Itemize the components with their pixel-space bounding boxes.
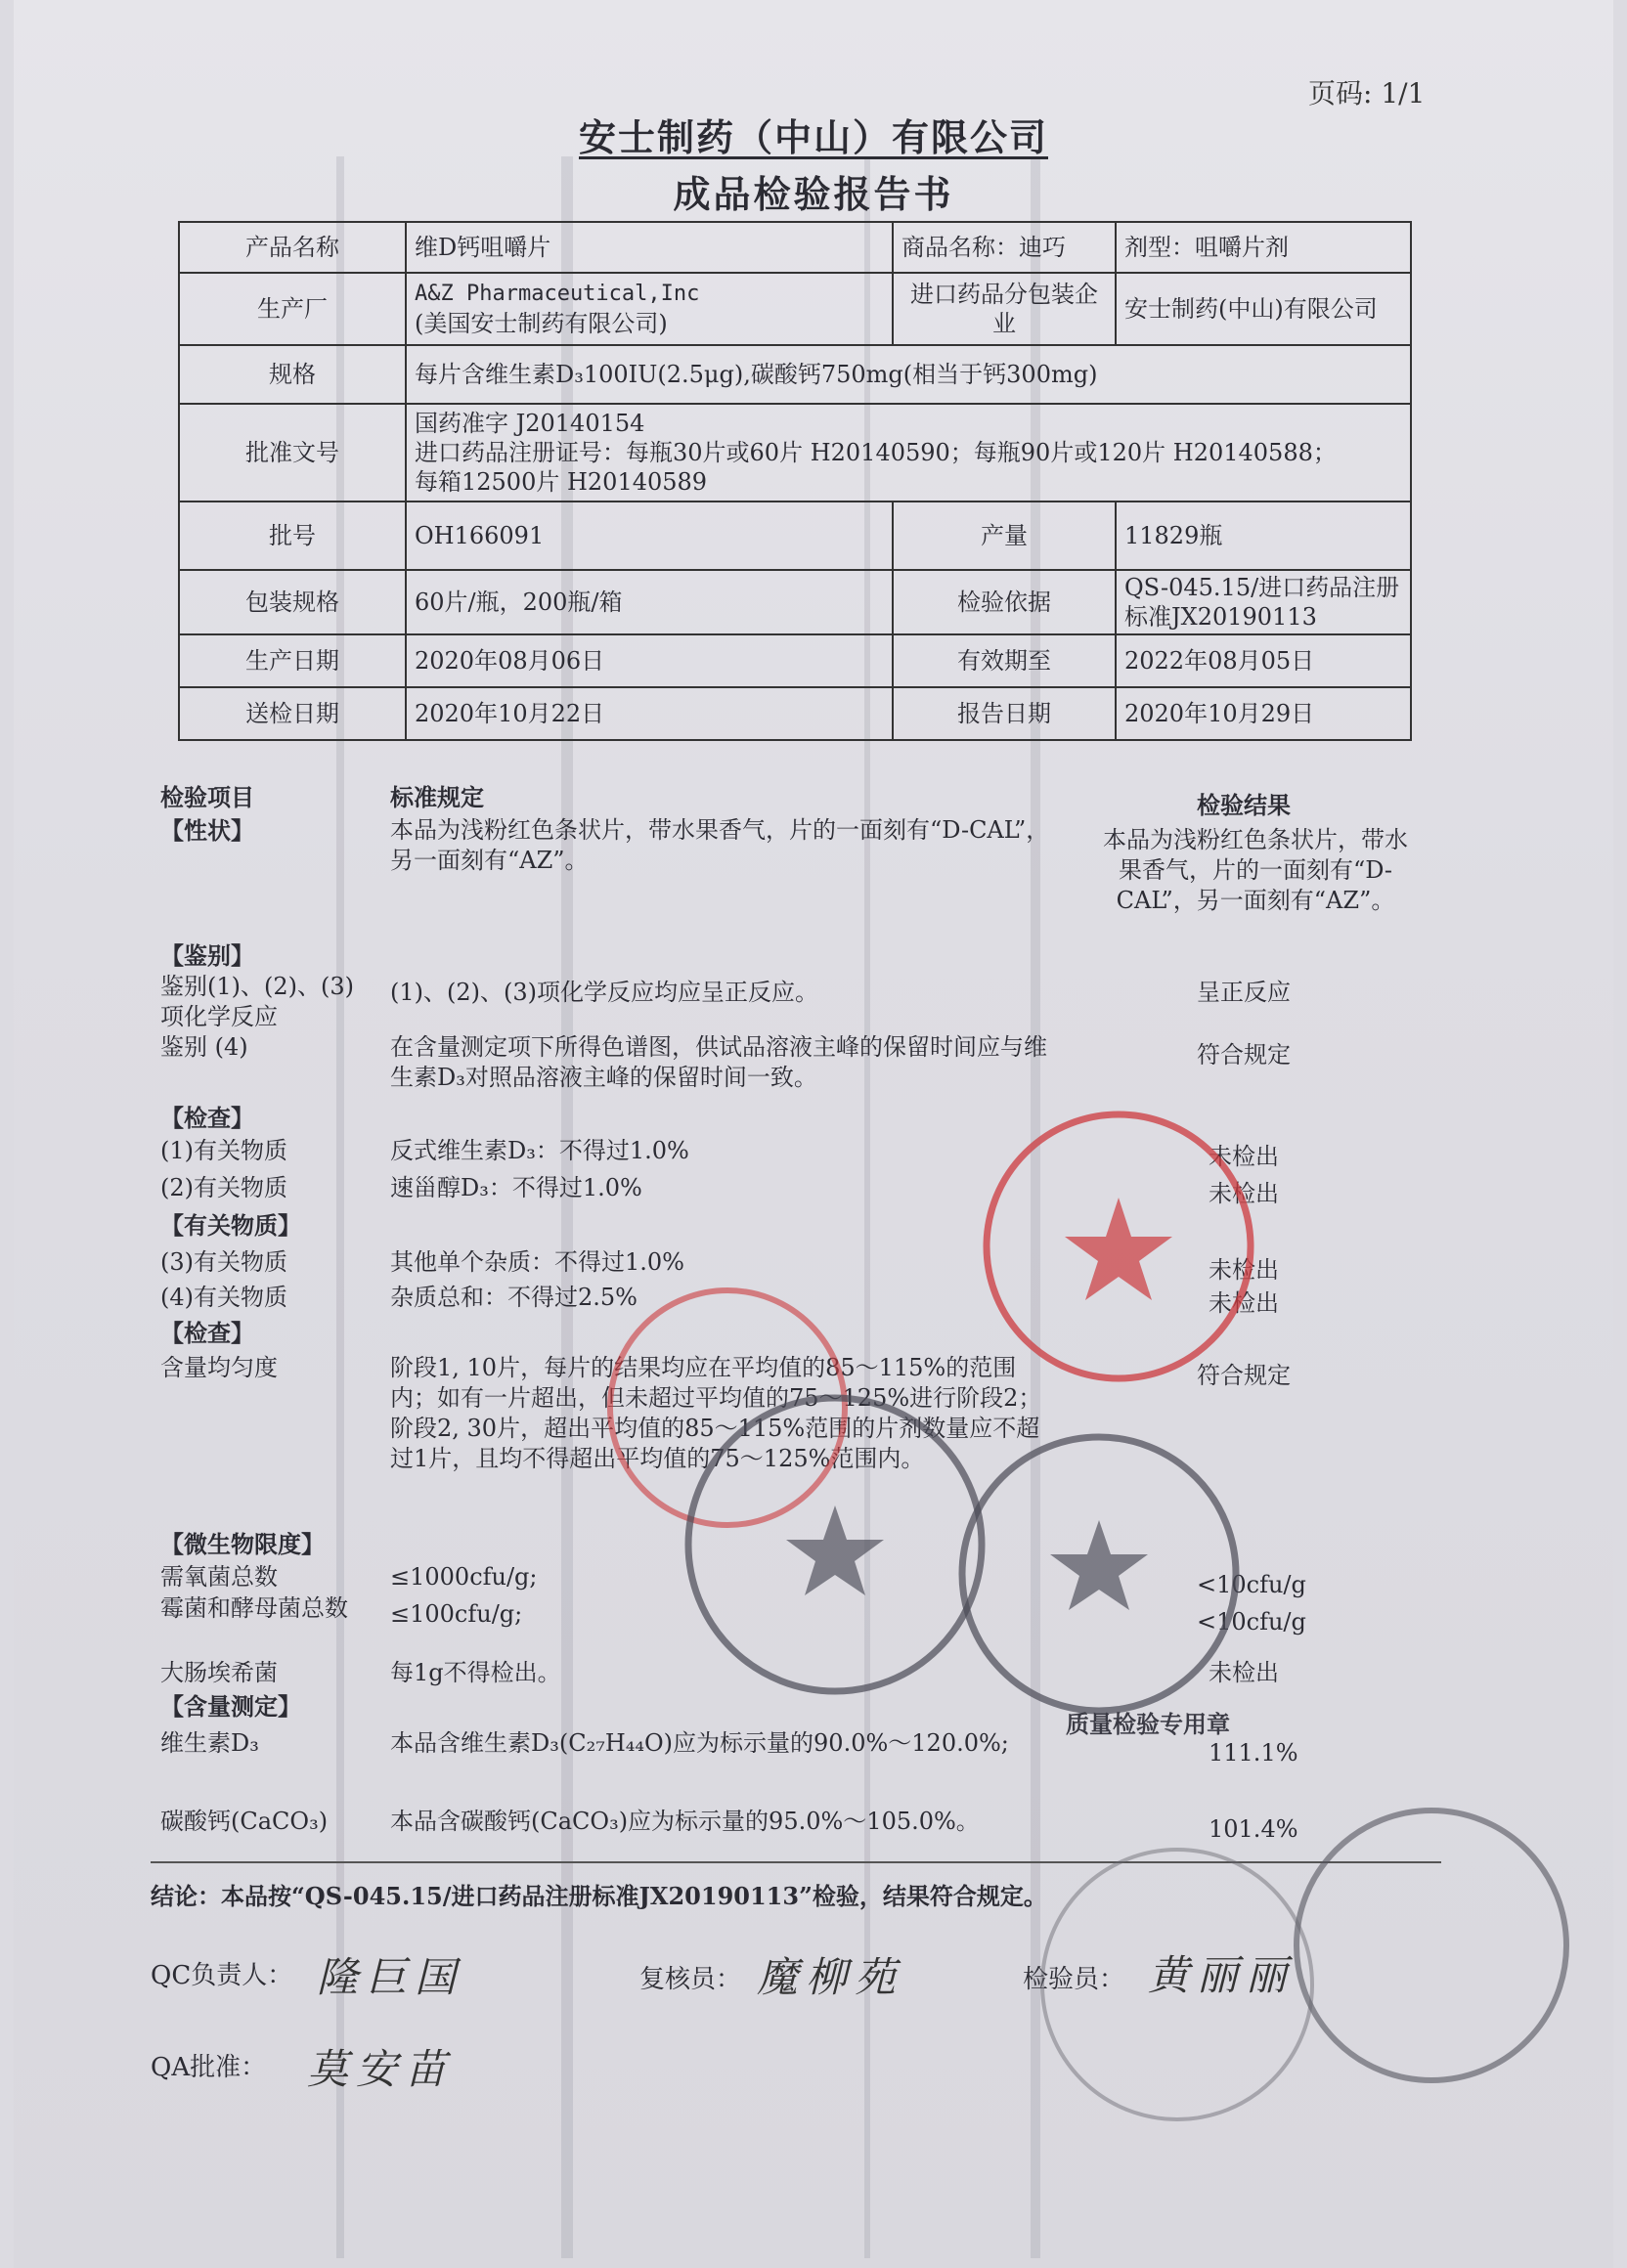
row-item: 大肠埃希菌 <box>160 1659 278 1686</box>
row-result: 呈正反应 <box>1197 979 1291 1006</box>
row-result: 符合规定 <box>1197 1362 1291 1389</box>
review-label: 复核员： <box>639 1965 742 1994</box>
review-signature: 魔柳苑 <box>757 1953 904 2001</box>
expiry-label: 有效期至 <box>893 634 1116 687</box>
prod-date-value: 2020年08月06日 <box>406 634 893 687</box>
approval-label: 批准文号 <box>179 404 406 502</box>
row-item: 含量均匀度 <box>160 1354 278 1381</box>
row-standard: 反式维生素D₃：不得过1.0% <box>390 1137 689 1164</box>
row-result: 未检出 <box>1209 1180 1279 1207</box>
row-item: 【检查】 <box>160 1319 254 1347</box>
company-name: 安士制药（中山）有限公司 <box>578 115 1048 159</box>
row-result: 符合规定 <box>1197 1041 1291 1069</box>
manufacturer-en: A&Z Pharmaceutical,Inc <box>415 282 700 306</box>
row-item: 碳酸钙(CaCO₃) <box>160 1808 329 1835</box>
row-item: 霉菌和酵母菌总数 <box>160 1594 348 1622</box>
row-standard: 其他单个杂质：不得过1.0% <box>390 1248 684 1276</box>
submit-date-label: 送检日期 <box>179 687 406 740</box>
row-item: (1)有关物质 <box>160 1137 287 1164</box>
batch-label: 批号 <box>179 502 406 570</box>
importer-label: 进口药品分包装企业 <box>893 273 1116 345</box>
report-date-value: 2020年10月29日 <box>1116 687 1411 740</box>
row-standard: 杂质总和：不得过2.5% <box>390 1284 638 1311</box>
row-standard: (1)、(2)、(3)项化学反应均应呈正反应。 <box>390 979 818 1006</box>
package-label: 包装规格 <box>179 570 406 634</box>
gray-seal-right <box>952 1427 1246 1721</box>
qa-signature: 莫安苗 <box>307 2045 455 2093</box>
report-date-label: 报告日期 <box>893 687 1116 740</box>
product-info-table <box>178 221 1412 741</box>
manufacturer-label: 生产厂 <box>179 273 406 345</box>
row-result: 本品为浅粉红色条状片，带水果香气，片的一面刻有“D-CAL”，另一面刻有“AZ”。 <box>1103 826 1408 914</box>
row-item: 需氧菌总数 <box>160 1563 278 1591</box>
inspector-signature: 黄丽丽 <box>1148 1951 1296 1999</box>
row-result: <10cfu/g <box>1197 1608 1306 1636</box>
batch-value: OH166091 <box>406 502 893 570</box>
row-standard: 阶段1, 10片，每片的结果均应在平均值的85～115%的范围内；如有一片超出，但未超过平均值的75～125%进行阶段2；阶段2, 30片，超出平均值的85～115%范围的片剂数量应不超过1片，且均不得超出平均值的75～125%范围内。 <box>390 1354 1042 1472</box>
row-result: <10cfu/g <box>1197 1571 1306 1598</box>
gray-seal-bottom-right <box>1285 1799 1578 2092</box>
inspection-stamp-text: 质量检验专用章 <box>1066 1710 1230 1738</box>
row-standard: ≤100cfu/g; <box>390 1600 523 1628</box>
qc-label: QC负责人： <box>151 1961 293 1990</box>
row-result: 101.4% <box>1209 1815 1298 1843</box>
qc-signature: 隆巨国 <box>317 1953 464 2001</box>
package-value: 60片/瓶，200瓶/箱 <box>406 570 893 634</box>
row-item: 【检查】 <box>160 1104 254 1132</box>
row-result: 未检出 <box>1209 1289 1279 1317</box>
approval-line-2: 进口药品注册证号：每瓶30片或60片 H20140590；每瓶90片或120片 H20140588； <box>415 439 1337 466</box>
row-standard: 每1g不得检出。 <box>390 1659 561 1686</box>
manufacturer-cn: (美国安士制药有限公司) <box>415 310 668 337</box>
qa-label: QA批准： <box>151 2053 267 2082</box>
page-number: 页码: 1/1 <box>1308 77 1426 109</box>
document-title: 成品检验报告书 <box>673 172 954 216</box>
prod-date-label: 生产日期 <box>179 634 406 687</box>
submit-date-value: 2020年10月22日 <box>406 687 893 740</box>
approval-line-1: 国药准字 J20140154 <box>415 410 645 437</box>
row-standard: 本品为浅粉红色条状片，带水果香气，片的一面刻有“D-CAL”，另一面刻有“AZ”。 <box>390 816 1050 874</box>
row-item: 【有关物质】 <box>160 1211 301 1240</box>
col-header-standard: 标准规定 <box>390 783 484 811</box>
col-header-result: 检验结果 <box>1197 791 1291 819</box>
gray-seal-faint <box>1031 1838 1324 2131</box>
row-item: (3)有关物质 <box>160 1248 287 1276</box>
row-item: 【微生物限度】 <box>160 1530 325 1558</box>
row-result: 未检出 <box>1209 1256 1279 1284</box>
row-result: 111.1% <box>1209 1739 1298 1766</box>
conclusion: 结论：本品按“QS-045.15/进口药品注册标准JX20190113”检验，结果符合规定。 <box>151 1882 1047 1910</box>
row-standard: 本品含维生素D₃(C₂₇H₄₄O)应为标示量的90.0%～120.0%; <box>390 1729 1009 1757</box>
report-page <box>14 0 1613 2268</box>
basis-label: 检验依据 <box>893 570 1116 634</box>
row-item: (4)有关物质 <box>160 1284 287 1311</box>
manufacturer-value <box>406 273 893 345</box>
importer-value: 安士制药(中山)有限公司 <box>1116 273 1411 345</box>
row-standard: ≤1000cfu/g; <box>390 1563 538 1591</box>
output-label: 产量 <box>893 502 1116 570</box>
row-item: 维生素D₃ <box>160 1729 259 1757</box>
row-result: 未检出 <box>1209 1659 1279 1686</box>
spec-value: 每片含维生素D₃100IU(2.5μg),碳酸钙750mg(相当于钙300mg) <box>406 345 1411 404</box>
row-standard: 本品含碳酸钙(CaCO₃)应为标示量的95.0%～105.0%。 <box>390 1808 980 1835</box>
row-result: 未检出 <box>1209 1143 1279 1170</box>
product-name-label: 产品名称 <box>179 222 406 273</box>
row-item: (2)有关物质 <box>160 1174 287 1201</box>
row-item: 【性状】 <box>160 816 254 845</box>
col-header-item: 检验项目 <box>160 783 254 811</box>
dosage-form: 剂型：咀嚼片剂 <box>1116 222 1411 273</box>
row-item: 【含量测定】 <box>160 1692 301 1721</box>
product-name-value: 维D钙咀嚼片 <box>406 222 893 273</box>
trade-name: 商品名称：迪巧 <box>893 222 1116 273</box>
expiry-value: 2022年08月05日 <box>1116 634 1411 687</box>
basis-value: QS-045.15/进口药品注册标准JX20190113 <box>1116 570 1411 634</box>
row-item: 鉴别 (4) <box>160 1033 248 1061</box>
output-value: 11829瓶 <box>1116 502 1411 570</box>
row-item: 【鉴别】 <box>160 941 254 970</box>
approval-line-3: 每箱12500片 H20140589 <box>415 468 708 496</box>
spec-label: 规格 <box>179 345 406 404</box>
approval-value <box>406 404 1411 502</box>
gray-seal-left <box>679 1388 991 1701</box>
red-company-seal <box>977 1105 1260 1388</box>
row-standard: 在含量测定项下所得色谱图，供试品溶液主峰的保留时间应与维生素D₃对照品溶液主峰的保留时间一致。 <box>390 1033 1047 1091</box>
row-standard: 速甾醇D₃：不得过1.0% <box>390 1174 642 1201</box>
inspector-label: 检验员： <box>1023 1965 1125 1994</box>
row-item: 鉴别(1)、(2)、(3)项化学反应 <box>160 973 354 1030</box>
